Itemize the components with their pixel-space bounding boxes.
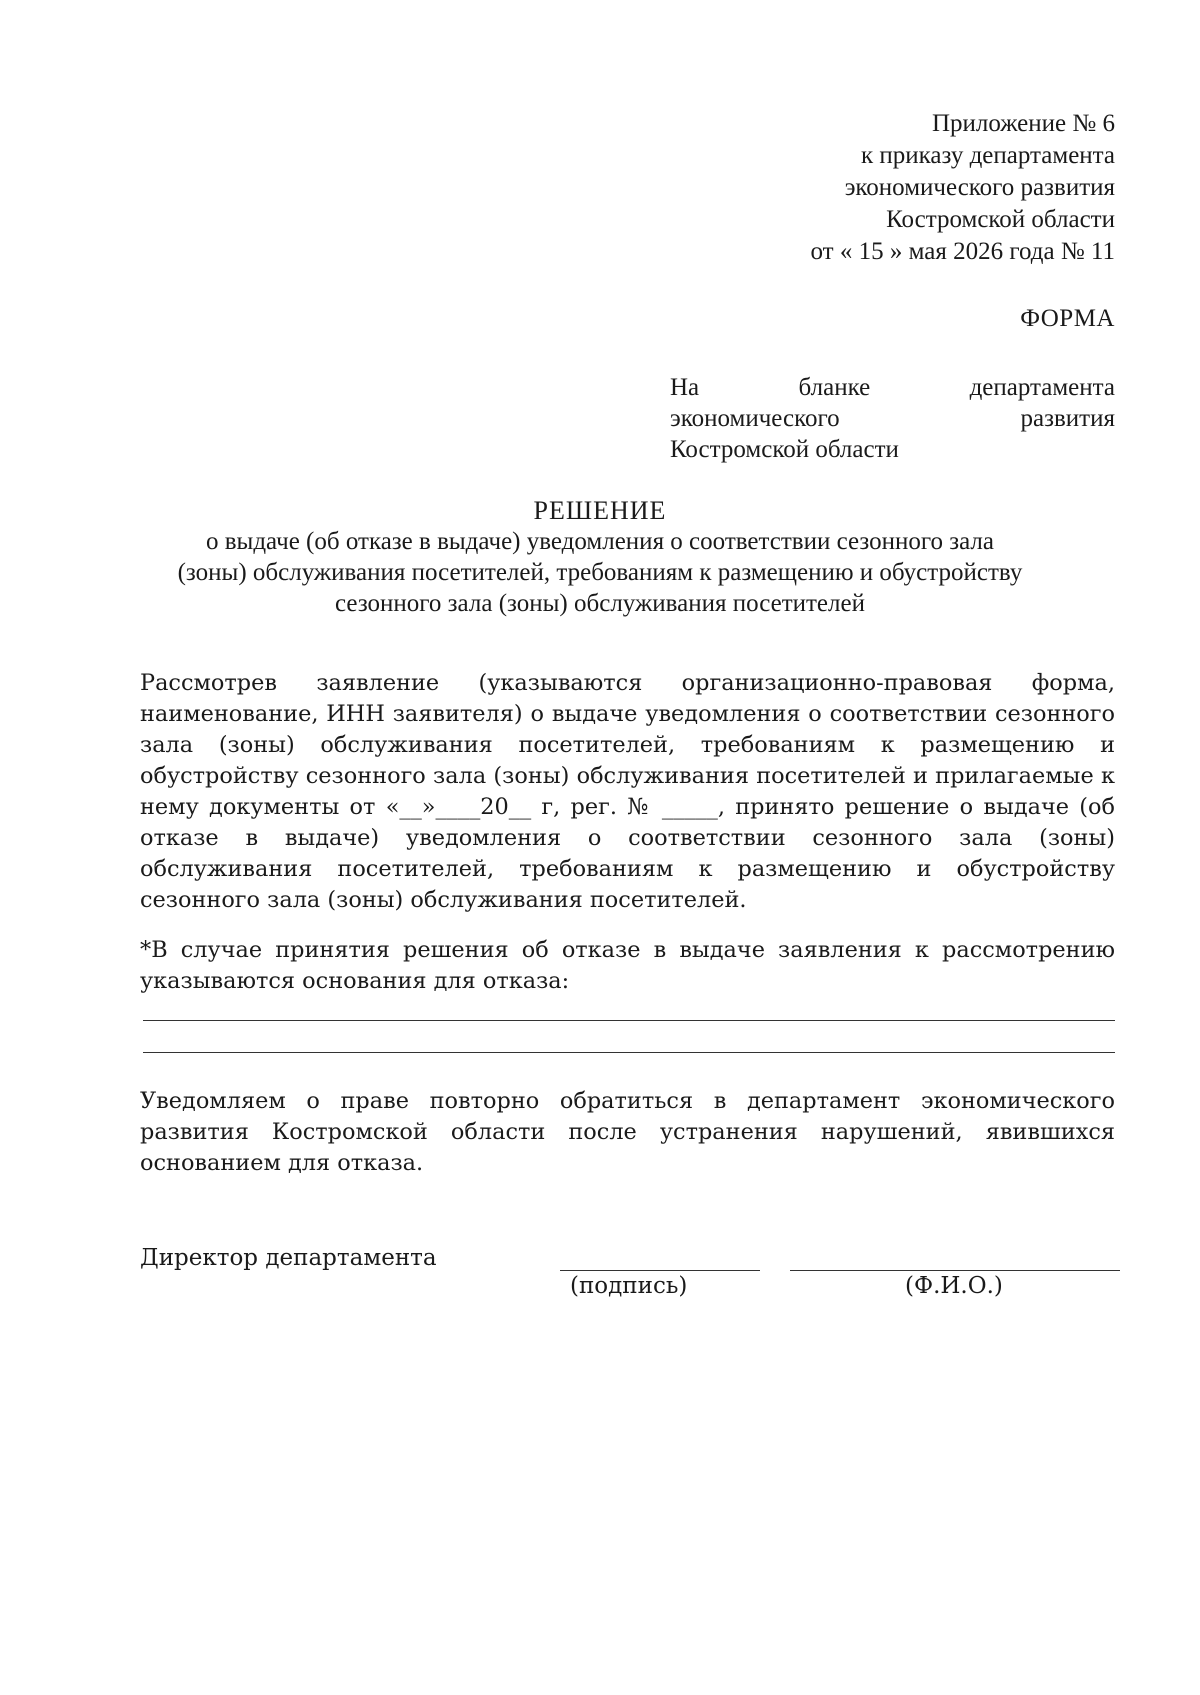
appendix-line: Приложение № 6 (931, 110, 1115, 137)
letterhead-word: департамента (969, 374, 1115, 401)
paragraph-consideration: Рассмотрев заявление (указываются организационно-правовая форма, наименование, ИНН заявителя) о выдаче уведомления о соответствии сезонного зала (зоны) обслуживания посетителей, требованиям к размещению и обустройству сезонного зала (зоны) обслуживания посетителей и прилагаемые к нему документы от «__»____20__ г, рег. № _____, принято решение о выдаче (об отказе в выдаче) уведомления о соответствии сезонного зала (зоны) обслуживания посетителей, требованиям к размещению и обустройству сезонного зала (зоны) обслуживания посетителей. (140, 670, 1115, 913)
fill-in-line (143, 1020, 1115, 1021)
title-subtitle-line: сезонного зала (зоны) обслуживания посетителей (335, 590, 865, 617)
letterhead-word: развития (1020, 405, 1115, 432)
form-label: ФОРМА (1020, 305, 1115, 332)
paragraph-notice: Уведомляем о праве повторно обратиться в департамент экономического развития Костромской области после устранения нарушений, явившихся основанием для отказа. (140, 1088, 1115, 1176)
letterhead-note (670, 372, 1115, 465)
paragraph-refusal-grounds: *В случае принятия решения об отказе в выдаче заявления к рассмотрению указываются основания для отказа: (140, 937, 1115, 994)
appendix-line: Костромской области (886, 206, 1115, 233)
fill-in-line (143, 1052, 1115, 1053)
letterhead-word: На (670, 374, 700, 401)
name-line (790, 1270, 1120, 1271)
letterhead-word: бланке (798, 374, 871, 401)
appendix-line: от « 15 » мая 2026 года № 11 (810, 238, 1115, 265)
signature-line (560, 1270, 760, 1271)
title-heading: РЕШЕНИЕ (533, 496, 667, 525)
letterhead-word: экономического (670, 405, 840, 432)
letterhead-line-2 (670, 403, 1115, 434)
signatory-position: Директор департамента (140, 1245, 437, 1271)
name-caption: (Ф.И.О.) (905, 1273, 1003, 1299)
appendix-header (811, 108, 1116, 268)
signature-caption: (подпись) (570, 1273, 688, 1299)
appendix-line: экономического развития (844, 174, 1115, 201)
document-title (100, 495, 1100, 619)
title-subtitle-line: о выдаче (об отказе в выдаче) уведомления о соответствии сезонного зала (205, 528, 995, 555)
appendix-line: к приказу департамента (860, 142, 1115, 169)
letterhead-line-1 (670, 372, 1115, 403)
letterhead-line-3: Костромской области (670, 436, 899, 463)
title-subtitle-line: (зоны) обслуживания посетителей, требованиям к размещению и обустройству (177, 559, 1023, 586)
